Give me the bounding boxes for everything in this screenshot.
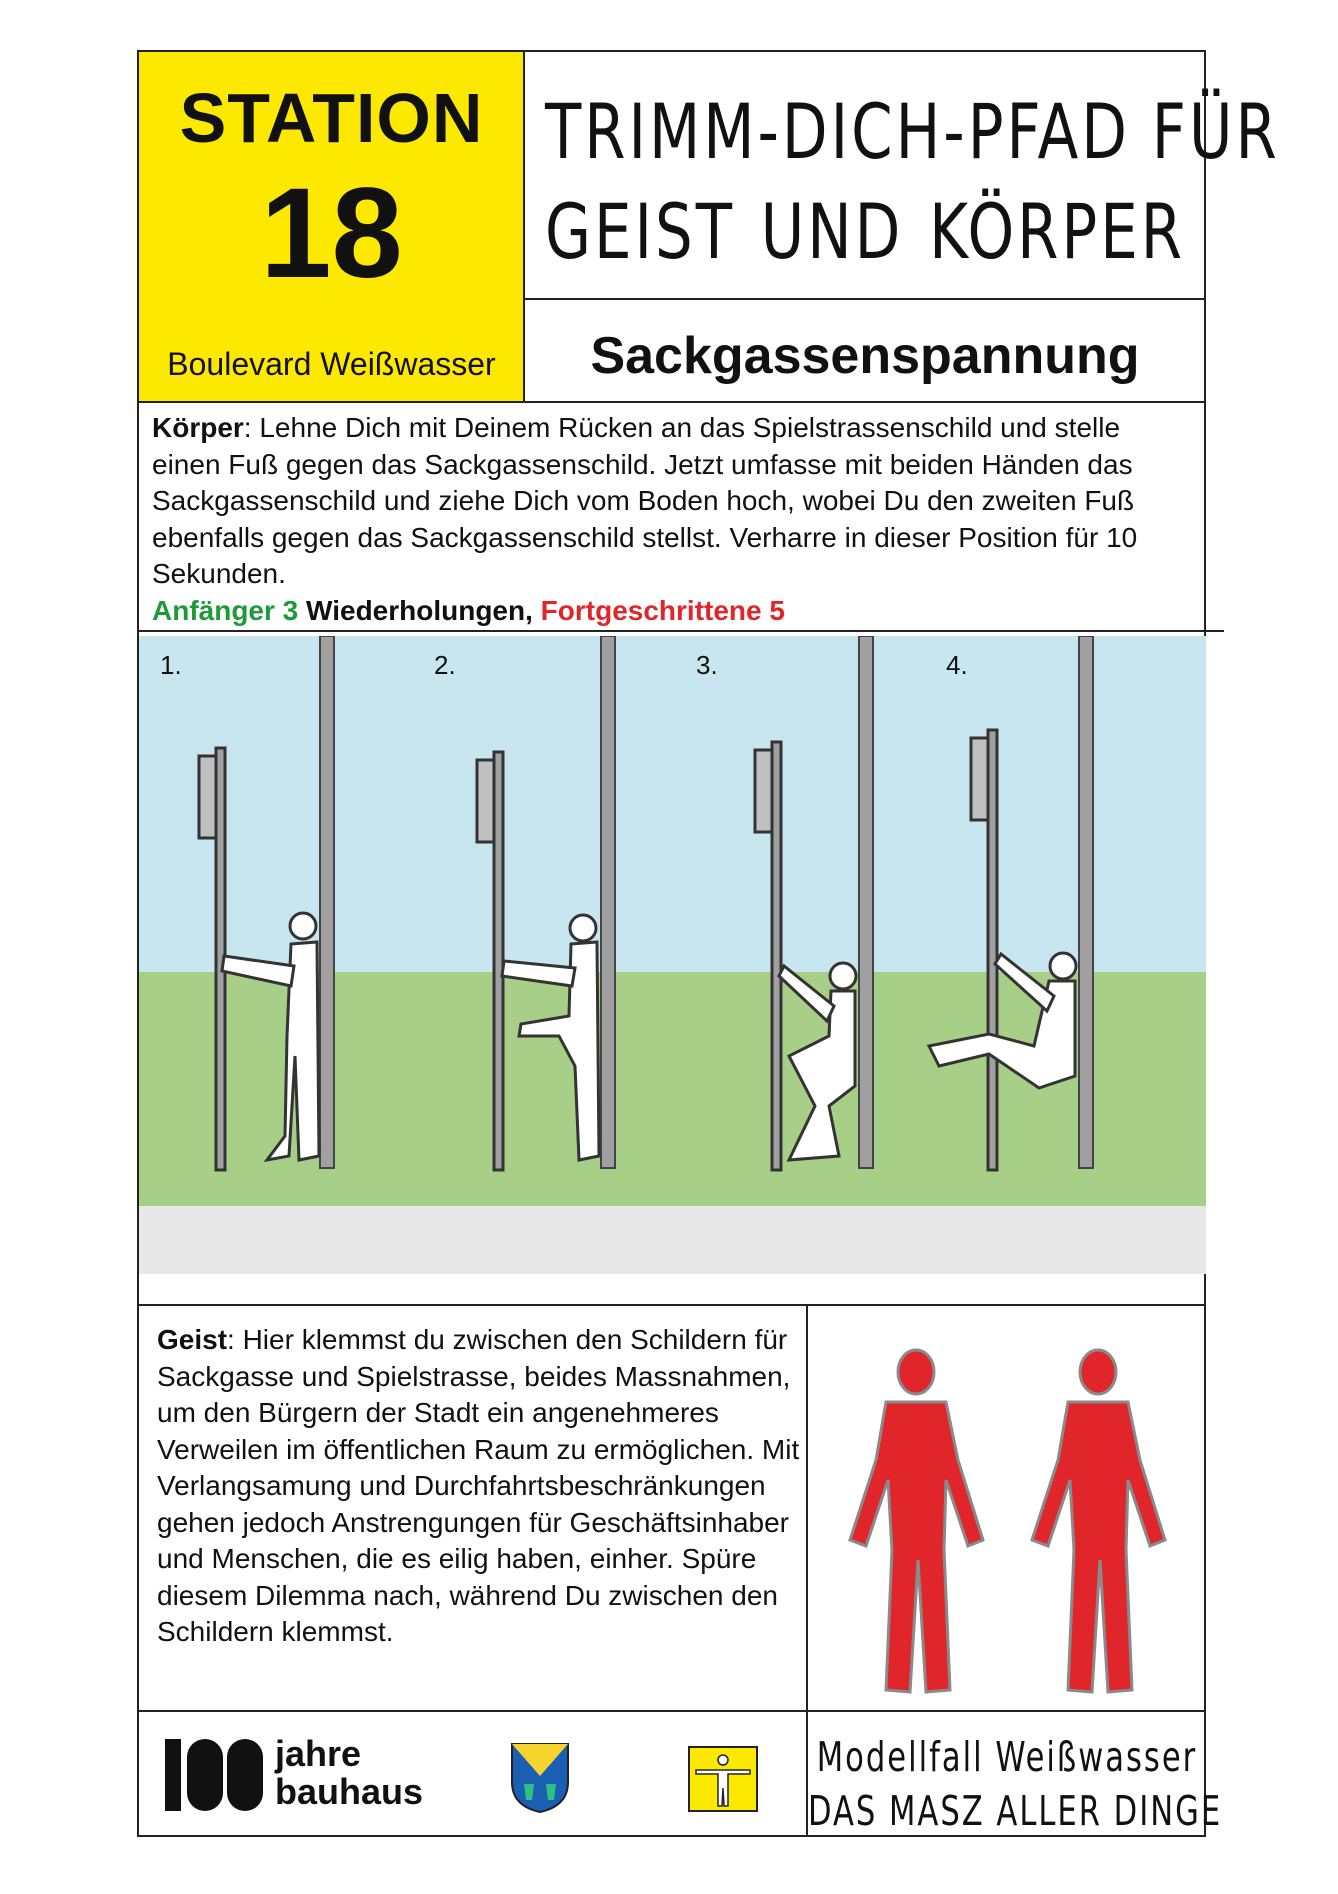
mind-label: Geist	[157, 1324, 228, 1355]
header-bottom-line	[139, 401, 1206, 403]
mind-instructions	[157, 1322, 807, 1651]
project-line1: Modellfall Weißwasser	[816, 1734, 1198, 1782]
play-street-pole	[1079, 636, 1093, 1168]
advanced-reps: Fortgeschrittene 5	[540, 595, 785, 626]
anatomy-front-figure	[850, 1350, 983, 1692]
title-word-geist: GEIST	[545, 188, 735, 277]
play-street-pole	[320, 636, 334, 1168]
project-line2: DAS MASZ ALLER DINGE	[808, 1788, 1223, 1836]
play-street-pole	[859, 636, 873, 1168]
play-street-pole	[601, 636, 615, 1168]
body-label: Körper	[152, 412, 244, 443]
step-label-4: 4.	[946, 650, 968, 680]
trail-title-line2	[545, 188, 1185, 277]
exercise-illustration	[139, 636, 1206, 1274]
exercise-name: Sackgassenspannung	[590, 327, 1140, 385]
logo-text	[275, 1735, 423, 1811]
body-instructions	[152, 410, 1192, 593]
title-word-und: UND	[760, 188, 904, 277]
logo-line2: bauhaus	[275, 1771, 424, 1812]
dead-end-pole	[494, 752, 503, 1170]
mind-top-line	[139, 1304, 1206, 1306]
pavement	[139, 1206, 1206, 1274]
station-number: 18	[260, 162, 403, 305]
station-label: STATION	[179, 79, 484, 157]
title-word-koerper: KÖRPER	[929, 188, 1185, 277]
reps-label: Wiederholungen,	[306, 595, 533, 626]
mind-text: : Hier klemmst du zwischen den Schildern für Sackgasse und Spielstrasse, beides Massnahmen, um den Bürgern der Stadt ein angenehmeres Verweilen im öffentlichen Raum zu ermöglichen. Mit Verlangsamung und Durchfahrtsbeschränkungen gehen jedoch Anstrengungen für Geschäftsinhaber und Menschen, die es eilig haben, einher. Spüre diesem Dilemma nach, während Du zwischen den Schildern klemmst.	[157, 1324, 800, 1647]
trail-figure-icon	[688, 1746, 758, 1812]
dead-end-pole	[772, 742, 781, 1170]
step-label-3: 3.	[696, 650, 718, 680]
bauhaus-anniversary-logo	[165, 1735, 465, 1815]
title-divider	[523, 298, 1206, 300]
step-label-2: 2.	[434, 650, 456, 680]
body-text: : Lehne Dich mit Deinem Rücken an das Spielstrassenschild und stelle einen Fuß gegen das Sackgassenschild. Jetzt umfasse mit beiden Händen das Sackgassenschild und ziehe Dich vom Boden hoch, wobei Du den zweiten Fuß ebenfalls gegen das Sackgassenschild stellst. Verharre in dieser Position für 10 Sekunden.	[152, 412, 1138, 589]
footer-top-line	[139, 1710, 1206, 1712]
repetitions-line	[152, 595, 1192, 627]
anatomy-back-figure	[1032, 1350, 1165, 1692]
dead-end-pole	[988, 730, 997, 1170]
step-label-1: 1.	[160, 650, 182, 680]
station-location: Boulevard Weißwasser	[167, 346, 496, 382]
muscle-anatomy-illustration	[808, 1310, 1206, 1710]
illustration-top-line	[139, 630, 1224, 632]
coat-of-arms-icon	[510, 1742, 570, 1814]
beginner-reps: Anfänger 3	[152, 595, 299, 626]
trail-title-line1: TRIMM-DICH-PFAD FÜR	[545, 88, 1280, 177]
logo-line1: jahre	[275, 1733, 362, 1774]
hundred-icon	[165, 1739, 265, 1811]
